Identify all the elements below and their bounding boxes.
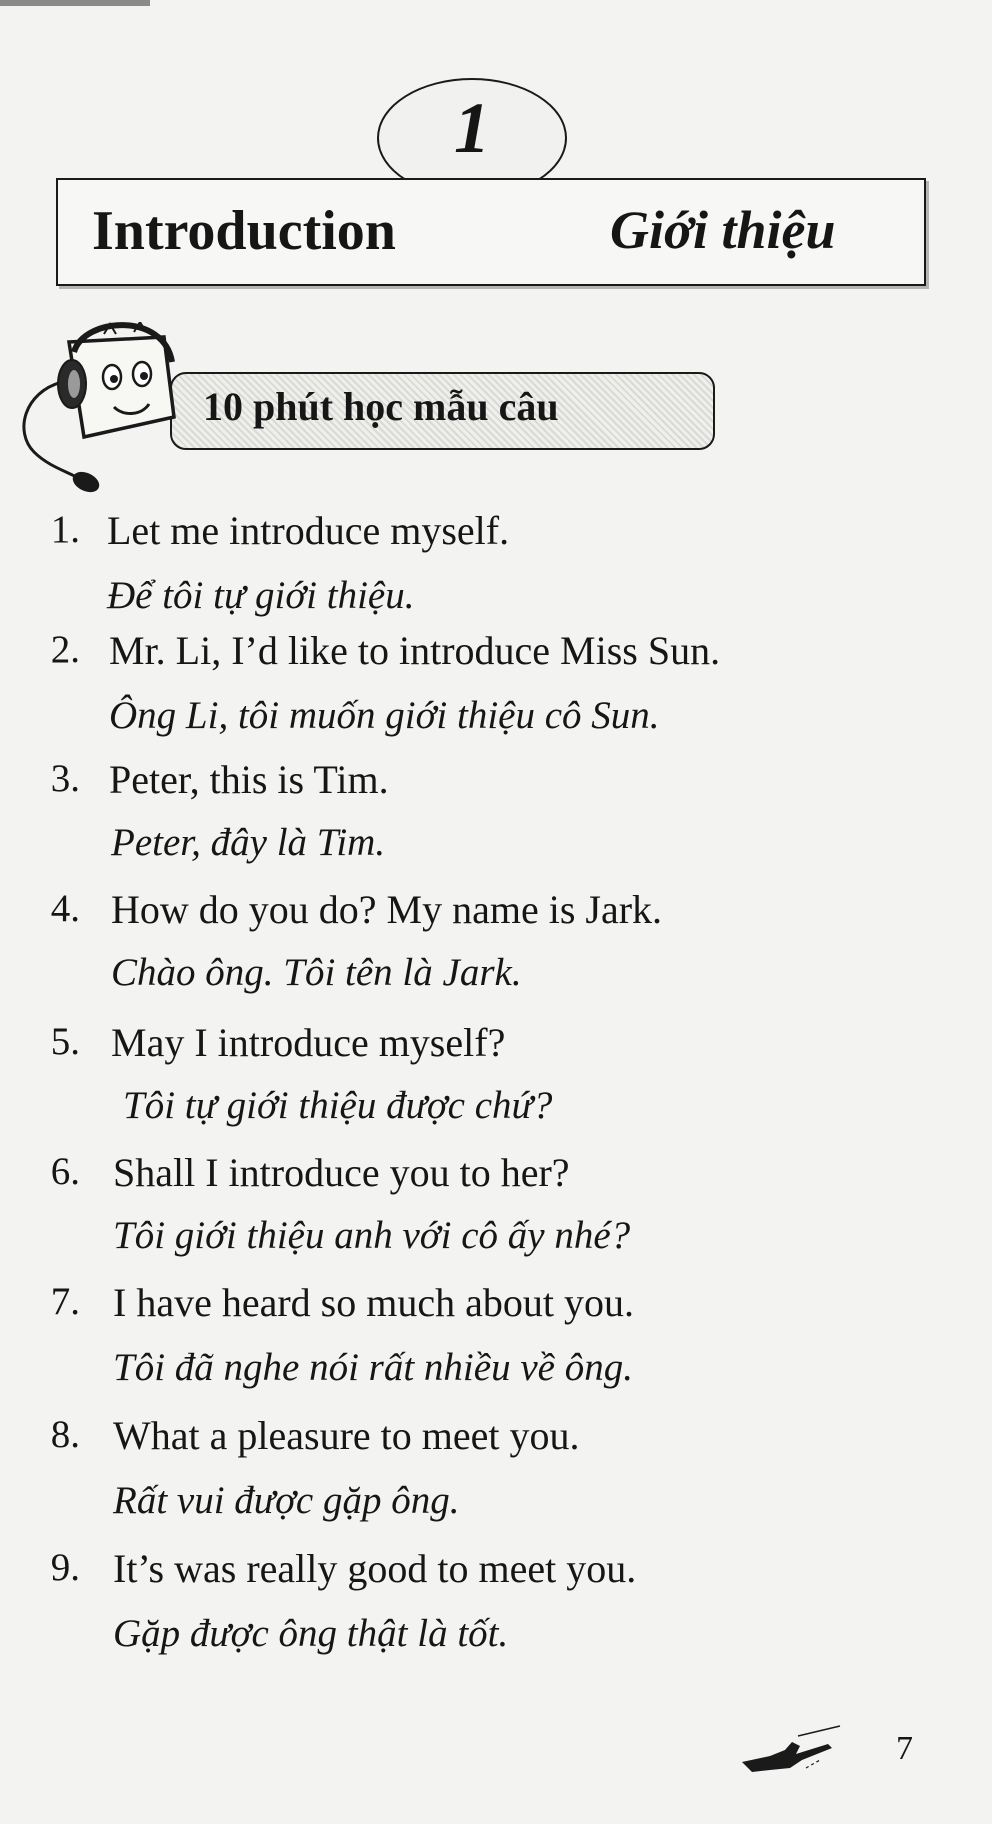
- item-number: 8.: [50, 1413, 80, 1456]
- sentence-vietnamese: Gặp được ông thật là tốt.: [113, 1612, 509, 1655]
- sentence-english: Let me introduce myself.: [107, 508, 510, 553]
- sentence-english: I have heard so much about you.: [113, 1280, 634, 1325]
- item-number: 2.: [50, 628, 80, 671]
- title-english: Introduction: [92, 200, 396, 262]
- title-vietnamese: Giới thiệu: [610, 200, 836, 260]
- sentence-vietnamese: Ông Li, tôi muốn giới thiệu cô Sun.: [109, 694, 660, 737]
- headphones-mascot-icon: [14, 322, 194, 500]
- sentence-english: Peter, this is Tim.: [109, 757, 389, 802]
- lesson-number: 1: [454, 88, 490, 168]
- sentence-english: Mr. Li, I’d like to introduce Miss Sun.: [109, 628, 721, 673]
- scan-edge: [0, 0, 150, 6]
- sentence-vietnamese: Rất vui được gặp ông.: [113, 1479, 460, 1522]
- sentence-english: It’s was really good to meet you.: [113, 1546, 637, 1591]
- item-number: 1.: [50, 508, 80, 551]
- item-number: 5.: [50, 1020, 80, 1063]
- sentence-vietnamese: Peter, đây là Tim.: [111, 821, 386, 864]
- item-number: 3.: [50, 757, 80, 800]
- item-number: 6.: [50, 1150, 80, 1193]
- sentence-vietnamese: Tôi giới thiệu anh với cô ấy nhé?: [113, 1214, 631, 1257]
- page-number: 7: [896, 1730, 913, 1767]
- sentence-english: Shall I introduce you to her?: [113, 1150, 570, 1195]
- sentence-vietnamese: Chào ông. Tôi tên là Jark.: [111, 951, 522, 994]
- sentence-english: How do you do? My name is Jark.: [111, 887, 663, 932]
- item-number: 9.: [50, 1546, 80, 1589]
- sentence-vietnamese: Tôi đã nghe nói rất nhiều về ông.: [113, 1346, 633, 1389]
- sentence-vietnamese: Tôi tự giới thiệu được chứ?: [123, 1084, 553, 1127]
- item-number: 4.: [50, 887, 80, 930]
- sentence-english: What a pleasure to meet you.: [113, 1413, 580, 1458]
- sentence-vietnamese: Để tôi tự giới thiệu.: [107, 574, 415, 617]
- pointing-hand-icon: [740, 1722, 850, 1782]
- section-heading: 10 phút học mẫu câu: [203, 384, 559, 429]
- sentence-english: May I introduce myself?: [111, 1020, 506, 1065]
- item-number: 7.: [50, 1280, 80, 1323]
